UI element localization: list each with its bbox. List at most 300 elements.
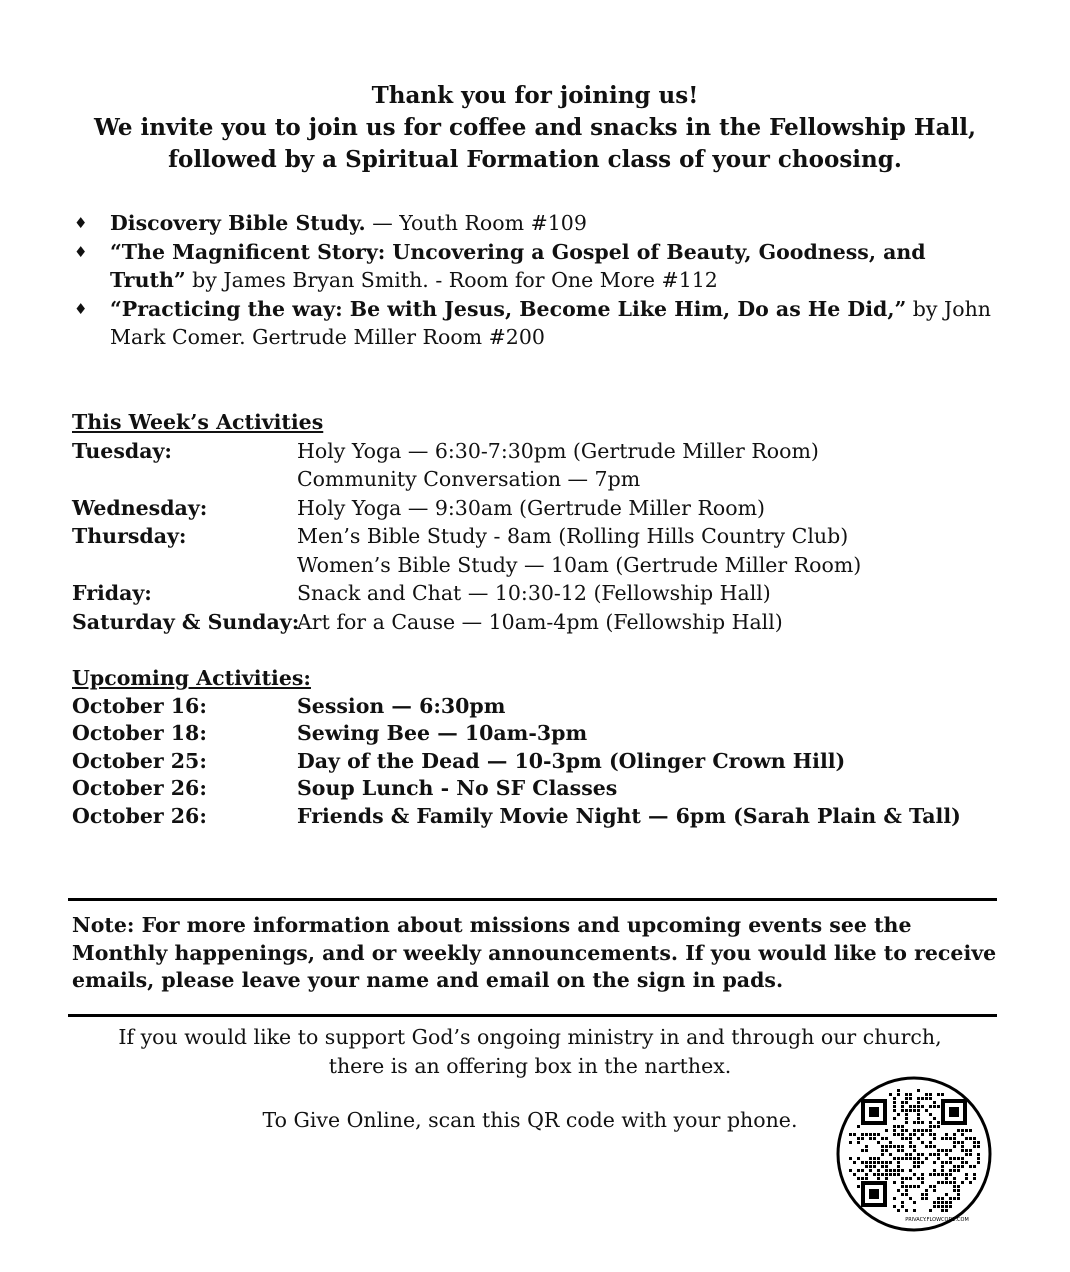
qr-module: [913, 1109, 916, 1112]
qr-module: [941, 1161, 944, 1164]
qr-module: [893, 1173, 896, 1176]
qr-module: [913, 1157, 916, 1160]
qr-module: [933, 1185, 936, 1188]
qr-module: [905, 1121, 908, 1124]
qr-module: [945, 1177, 948, 1180]
qr-module: [945, 1133, 948, 1136]
schedule-row: [72, 522, 972, 551]
qr-module: [917, 1109, 920, 1112]
qr-module: [957, 1197, 960, 1200]
qr-module: [913, 1145, 916, 1148]
qr-module: [961, 1157, 964, 1160]
qr-module: [933, 1201, 936, 1204]
qr-module: [953, 1145, 956, 1148]
diamond-bullet-icon: ♦: [74, 214, 88, 232]
qr-module: [917, 1089, 920, 1092]
class-item: [72, 209, 1002, 238]
qr-module: [965, 1161, 968, 1164]
qr-module: [961, 1181, 964, 1184]
qr-module: [901, 1205, 904, 1208]
qr-module: [865, 1149, 868, 1152]
qr-module: [873, 1157, 876, 1160]
qr-module: [965, 1153, 968, 1156]
qr-module: [953, 1137, 956, 1140]
qr-module: [885, 1137, 888, 1140]
qr-module: [865, 1161, 868, 1164]
qr-module: [901, 1145, 904, 1148]
qr-module: [933, 1145, 936, 1148]
qr-module: [861, 1169, 864, 1172]
qr-module: [877, 1173, 880, 1176]
qr-module: [913, 1149, 916, 1152]
upcoming-schedule: [72, 664, 972, 830]
qr-module: [897, 1093, 900, 1096]
qr-module: [857, 1185, 860, 1188]
qr-module: [905, 1153, 908, 1156]
upcoming-event: Day of the Dead — 10-3pm (Olinger Crown Hill): [297, 748, 846, 773]
qr-module: [949, 1201, 952, 1204]
qr-module: [909, 1097, 912, 1100]
qr-module: [965, 1129, 968, 1132]
qr-module: [909, 1105, 912, 1108]
qr-module: [901, 1149, 904, 1152]
qr-module: [897, 1125, 900, 1128]
qr-module: [909, 1197, 912, 1200]
qr-module: [905, 1193, 908, 1196]
qr-module: [889, 1169, 892, 1172]
qr-module: [857, 1125, 860, 1128]
qr-module: [897, 1133, 900, 1136]
qr-module: [941, 1197, 944, 1200]
qr-module: [957, 1193, 960, 1196]
qr-module: [937, 1153, 940, 1156]
qr-module: [925, 1197, 928, 1200]
qr-module: [977, 1161, 980, 1164]
schedule-row: [72, 579, 972, 608]
schedule-day: Thursday:: [72, 524, 187, 548]
schedule-event: Women’s Bible Study — 10am (Gertrude Miller Room): [297, 552, 862, 577]
qr-module: [889, 1093, 892, 1096]
qr-module: [945, 1161, 948, 1164]
qr-module: [909, 1157, 912, 1160]
qr-module: [937, 1149, 940, 1152]
schedule-day: [72, 465, 297, 494]
schedule-day: Saturday & Sunday:: [72, 609, 300, 634]
qr-module: [905, 1189, 908, 1192]
qr-module: [929, 1153, 932, 1156]
qr-module: [861, 1177, 864, 1180]
qr-module: [925, 1157, 928, 1160]
qr-module: [861, 1161, 864, 1164]
qr-module: [937, 1197, 940, 1200]
qr-module: [957, 1169, 960, 1172]
upcoming-date: October 18:: [72, 721, 207, 745]
note-paragraph: Note: For more information about missions and upcoming events see the Monthly happenings, and or weekly announcements. If you would like to receive emails, please leave your name and email on the sign in pads.: [72, 913, 997, 992]
qr-module: [957, 1185, 960, 1188]
qr-module: [897, 1209, 900, 1212]
this-week-schedule: [72, 408, 972, 636]
schedule-event: Art for a Cause — 10am-4pm (Fellowship Hall): [297, 609, 783, 634]
class-item: [72, 295, 1002, 352]
schedule-event: Holy Yoga — 9:30am (Gertrude Miller Room): [297, 495, 766, 520]
qr-module: [897, 1165, 900, 1168]
qr-module: [905, 1177, 908, 1180]
schedule-day: Friday:: [72, 581, 152, 605]
class-details: by James Bryan Smith. - Room for One More #112: [185, 268, 718, 292]
support-message: [70, 1023, 990, 1081]
qr-module: [969, 1181, 972, 1184]
qr-module: [929, 1133, 932, 1136]
qr-module: [929, 1113, 932, 1116]
qr-module: [913, 1161, 916, 1164]
qr-module: [889, 1173, 892, 1176]
qr-module: [913, 1185, 916, 1188]
qr-module: [945, 1153, 948, 1156]
qr-module: [929, 1093, 932, 1096]
qr-module: [945, 1149, 948, 1152]
qr-module: [881, 1165, 884, 1168]
qr-module: [973, 1145, 976, 1148]
qr-module: [849, 1157, 852, 1160]
schedule-row: [72, 608, 972, 637]
qr-module: [929, 1121, 932, 1124]
qr-module: [945, 1205, 948, 1208]
qr-module: [953, 1141, 956, 1144]
qr-module: [945, 1201, 948, 1204]
qr-module: [897, 1173, 900, 1176]
qr-module: [921, 1197, 924, 1200]
class-title: “The Magnificent Story: Uncovering a Gospel of Beauty, Goodness, and Truth”: [110, 239, 926, 292]
qr-module: [969, 1165, 972, 1168]
qr-module: [917, 1177, 920, 1180]
qr-module: [973, 1165, 976, 1168]
qr-module: [905, 1117, 908, 1120]
qr-module: [901, 1177, 904, 1180]
qr-module: [913, 1129, 916, 1132]
qr-module: [929, 1185, 932, 1188]
qr-module: [853, 1173, 856, 1176]
qr-module: [933, 1169, 936, 1172]
qr-module: [869, 1157, 872, 1160]
schedule-day: [72, 551, 297, 580]
qr-module: [901, 1105, 904, 1108]
qr-module: [897, 1089, 900, 1092]
welcome-line-2: We invite you to join us for coffee and snacks in the Fellowship Hall,: [93, 114, 977, 141]
qr-module: [893, 1181, 896, 1184]
qr-module: [849, 1141, 852, 1144]
qr-module: [877, 1161, 880, 1164]
qr-module: [977, 1141, 980, 1144]
qr-module: [893, 1125, 896, 1128]
qr-caption: PRIVACY.FLOWCODE.COM: [905, 1217, 969, 1223]
qr-module: [873, 1165, 876, 1168]
class-title: Discovery Bible Study.: [110, 211, 366, 235]
qr-module: [905, 1097, 908, 1100]
welcome-heading: [0, 80, 1070, 176]
qr-module: [933, 1101, 936, 1104]
qr-module: [977, 1157, 980, 1160]
qr-module: [949, 1205, 952, 1208]
qr-module: [881, 1161, 884, 1164]
qr-module: [869, 1161, 872, 1164]
qr-module: [965, 1177, 968, 1180]
qr-module: [965, 1149, 968, 1152]
qr-module: [921, 1105, 924, 1108]
upcoming-event: Sewing Bee — 10am-3pm: [297, 721, 588, 745]
qr-module: [849, 1169, 852, 1172]
upcoming-event: Soup Lunch - No SF Classes: [297, 776, 618, 800]
class-details: by John Mark Comer. Gertrude Miller Room #200: [110, 296, 991, 349]
qr-module: [873, 1161, 876, 1164]
qr-module: [933, 1205, 936, 1208]
qr-module: [901, 1157, 904, 1160]
qr-module: [929, 1145, 932, 1148]
qr-module: [901, 1169, 904, 1172]
qr-module: [933, 1161, 936, 1164]
qr-module: [865, 1173, 868, 1176]
qr-module: [941, 1173, 944, 1176]
qr-module: [865, 1177, 868, 1180]
qr-module: [921, 1141, 924, 1144]
schedule-event: Community Conversation — 7pm: [297, 467, 641, 491]
qr-module: [889, 1153, 892, 1156]
qr-module: [861, 1133, 864, 1136]
qr-module: [929, 1141, 932, 1144]
qr-module: [921, 1153, 924, 1156]
qr-module: [885, 1129, 888, 1132]
qr-module: [977, 1153, 980, 1156]
qr-module: [901, 1133, 904, 1136]
divider-bottom: [68, 1014, 997, 1017]
qr-module: [893, 1157, 896, 1160]
qr-module: [917, 1185, 920, 1188]
schedule-event: Men’s Bible Study - 8am (Rolling Hills Country Club): [297, 524, 849, 548]
qr-module: [921, 1173, 924, 1176]
qr-module: [925, 1093, 928, 1096]
qr-module: [909, 1133, 912, 1136]
upcoming-date: October 25:: [72, 748, 207, 773]
qr-module: [937, 1093, 940, 1096]
qr-module: [961, 1149, 964, 1152]
qr-module: [933, 1105, 936, 1108]
qr-module: [949, 1197, 952, 1200]
qr-module: [905, 1109, 908, 1112]
qr-module: [897, 1169, 900, 1172]
support-line-2: there is an offering box in the narthex.: [328, 1054, 732, 1078]
qr-module: [901, 1181, 904, 1184]
qr-module: [865, 1165, 868, 1168]
qr-module: [925, 1097, 928, 1100]
qr-module: [901, 1137, 904, 1140]
qr-module: [925, 1109, 928, 1112]
qr-module: [921, 1177, 924, 1180]
qr-module: [969, 1137, 972, 1140]
schedule-day: Wednesday:: [72, 495, 208, 520]
qr-module: [941, 1205, 944, 1208]
qr-module: [925, 1189, 928, 1192]
qr-module: [969, 1153, 972, 1156]
qr-module: [901, 1125, 904, 1128]
qr-module: [917, 1101, 920, 1104]
qr-module: [965, 1173, 968, 1176]
qr-module: [901, 1193, 904, 1196]
qr-module: [873, 1137, 876, 1140]
qr-module: [933, 1137, 936, 1140]
qr-module: [917, 1105, 920, 1108]
qr-module: [961, 1165, 964, 1168]
qr-module: [885, 1173, 888, 1176]
qr-module: [873, 1133, 876, 1136]
qr-module: [945, 1181, 948, 1184]
qr-module: [941, 1169, 944, 1172]
qr-module: [941, 1137, 944, 1140]
qr-module: [909, 1185, 912, 1188]
qr-module: [929, 1209, 932, 1212]
schedule-row: [72, 437, 972, 466]
qr-module: [901, 1201, 904, 1204]
qr-module: [941, 1181, 944, 1184]
qr-module: [925, 1193, 928, 1196]
diamond-bullet-icon: ♦: [74, 242, 88, 261]
qr-module: [929, 1097, 932, 1100]
qr-module: [949, 1137, 952, 1140]
give-online-text: To Give Online, scan this QR code with your phone.: [262, 1108, 798, 1132]
qr-module: [961, 1141, 964, 1144]
qr-module: [945, 1209, 948, 1212]
qr-module: [877, 1169, 880, 1172]
qr-module: [965, 1137, 968, 1140]
qr-module: [953, 1185, 956, 1188]
qr-module: [893, 1133, 896, 1136]
qr-module: [933, 1189, 936, 1192]
qr-module: [881, 1153, 884, 1156]
qr-module: [897, 1189, 900, 1192]
qr-module: [885, 1169, 888, 1172]
qr-module: [937, 1125, 940, 1128]
qr-module: [953, 1133, 956, 1136]
qr-module: [937, 1157, 940, 1160]
qr-module: [913, 1133, 916, 1136]
upcoming-row: [72, 803, 972, 831]
qr-module: [917, 1153, 920, 1156]
qr-module: [917, 1165, 920, 1168]
qr-module: [897, 1161, 900, 1164]
qr-module: [949, 1161, 952, 1164]
qr-module: [933, 1125, 936, 1128]
this-week-title: This Week’s Activities: [72, 410, 324, 434]
qr-module: [909, 1093, 912, 1096]
schedule-day: Tuesday:: [72, 438, 172, 463]
qr-module: [909, 1137, 912, 1140]
qr-module: [861, 1137, 864, 1140]
qr-module: [933, 1173, 936, 1176]
upcoming-event: Session — 6:30pm: [297, 693, 506, 718]
qr-module: [961, 1161, 964, 1164]
qr-module: [949, 1173, 952, 1176]
qr-module: [929, 1173, 932, 1176]
qr-module: [901, 1129, 904, 1132]
qr-module: [957, 1141, 960, 1144]
qr-module: [909, 1141, 912, 1144]
qr-code-icon[interactable]: [835, 1075, 993, 1233]
qr-module: [893, 1097, 896, 1100]
qr-module: [921, 1121, 924, 1124]
qr-module: [881, 1173, 884, 1176]
qr-module: [929, 1105, 932, 1108]
upcoming-row: [72, 693, 972, 721]
qr-module: [901, 1185, 904, 1188]
qr-module: [905, 1113, 908, 1116]
qr-module: [953, 1169, 956, 1172]
qr-module: [953, 1157, 956, 1160]
qr-module: [857, 1169, 860, 1172]
qr-module: [937, 1105, 940, 1108]
qr-module: [897, 1113, 900, 1116]
qr-module: [893, 1129, 896, 1132]
qr-module: [897, 1157, 900, 1160]
qr-module: [905, 1137, 908, 1140]
qr-module: [917, 1137, 920, 1140]
qr-module: [913, 1121, 916, 1124]
qr-module: [957, 1165, 960, 1168]
qr-module: [973, 1173, 976, 1176]
qr-module: [937, 1173, 940, 1176]
qr-module: [949, 1149, 952, 1152]
qr-module: [857, 1137, 860, 1140]
qr-module: [941, 1201, 944, 1204]
qr-module: [909, 1145, 912, 1148]
qr-module: [941, 1093, 944, 1096]
qr-module: [893, 1105, 896, 1108]
class-details: — Youth Room #109: [365, 211, 587, 235]
upcoming-row: [72, 748, 972, 776]
qr-module: [905, 1185, 908, 1188]
qr-module: [905, 1093, 908, 1096]
qr-module: [909, 1177, 912, 1180]
class-item: [72, 238, 1002, 295]
qr-module: [913, 1209, 916, 1212]
qr-module: [913, 1105, 916, 1108]
qr-module: [905, 1209, 908, 1212]
schedule-event: Holy Yoga — 6:30-7:30pm (Gertrude Miller Room): [297, 438, 819, 463]
qr-module: [973, 1141, 976, 1144]
qr-module: [933, 1153, 936, 1156]
upcoming-row: [72, 720, 972, 748]
class-title: “Practicing the way: Be with Jesus, Become Like Him, Do as He Did,”: [110, 296, 907, 321]
qr-module: [865, 1133, 868, 1136]
qr-module: [961, 1145, 964, 1148]
qr-module: [953, 1177, 956, 1180]
qr-module: [925, 1145, 928, 1148]
upcoming-event: Friends & Family Movie Night — 6pm (Sarah Plain & Tall): [297, 803, 961, 828]
qr-module: [949, 1181, 952, 1184]
qr-module: [933, 1133, 936, 1136]
diamond-bullet-icon: ♦: [74, 299, 88, 318]
qr-module: [917, 1121, 920, 1124]
qr-module: [885, 1165, 888, 1168]
qr-module: [917, 1129, 920, 1132]
upcoming-row: [72, 775, 972, 803]
qr-module: [945, 1137, 948, 1140]
qr-module: [897, 1149, 900, 1152]
qr-module: [917, 1113, 920, 1116]
qr-module: [909, 1169, 912, 1172]
qr-module: [961, 1133, 964, 1136]
qr-module: [909, 1109, 912, 1112]
qr-module: [961, 1129, 964, 1132]
qr-module: [945, 1173, 948, 1176]
qr-module: [941, 1209, 944, 1212]
